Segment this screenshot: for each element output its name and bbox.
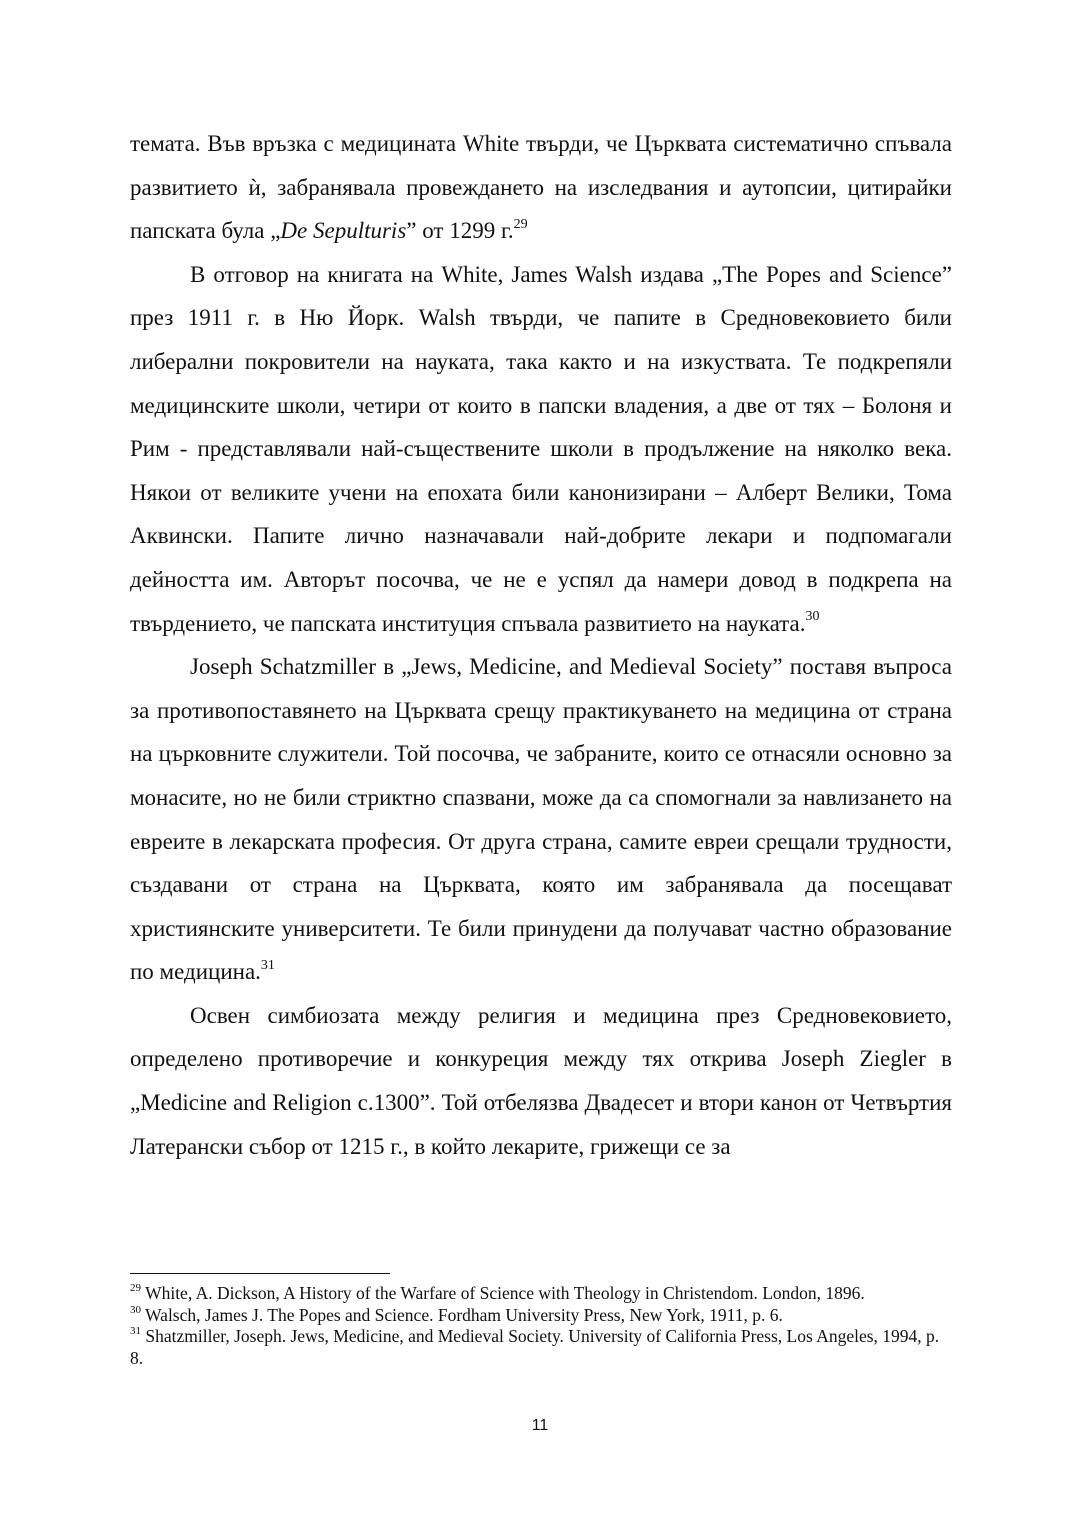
footnote-31: [130, 1326, 952, 1369]
paragraph-3-text: Joseph Schatzmiller в „Jews, Medicine, and Medieval Society” поставя въпроса за противопоставянето на Църквата срещу практикуването на медицина от страна на църковните служители. Той посочва, че забраните, които се отнасяли основно за монасите, но не били стриктно спазвани, може да са спомогнали за навлизането на евреите в лекарската професия. От друга страна, самите евреи срещали трудности, създавани от страна на Църквата, която им забранявала да посещават християнските университети. Те били принудени да получават частно образование по медицина.: [130, 654, 952, 985]
footnote-number: 31: [130, 1325, 141, 1338]
paragraph-4: [130, 994, 952, 1168]
body-text: [130, 122, 952, 1168]
footnote-ref-29[interactable]: 29: [513, 216, 528, 232]
footnote-ref-31[interactable]: 31: [260, 957, 275, 973]
paragraph-2: [130, 253, 952, 645]
paragraph-4-text: Освен симбиозата между религия и медицина през Средновековието, определено противоречие и конкуреция между тях открива Joseph Ziegler в „Medicine and Religion c.1300”. Той отбелязва Двадесет и втори канон от Четвъртия Латерански събор от 1215 г., в който лекарите, грижещи се за: [130, 1002, 952, 1159]
paragraph-1-text: темата. Във връзка с медицината White твърди, че Църквата систематично спъвала развитието ѝ, забранявала провеждането на изследвания и аутопсии, цитирайки папската була „: [130, 131, 952, 244]
footnote-text: Shatzmiller, Joseph. Jews, Medicine, and Medieval Society. University of California Press, Los Angeles, 1994, p. 8.: [130, 1326, 940, 1368]
paragraph-1-italic-title: De Sepulturis: [280, 218, 407, 244]
footnotes: [130, 1283, 952, 1369]
paragraph-1: [130, 122, 952, 253]
footnote-separator: [130, 1273, 390, 1274]
paragraph-2-text: В отговор на книгата на White, James Walsh издава „The Popes and Science” през 1911 г. в Ню Йорк. Walsh твърди, че папите в Средновековието били либерални покровители на науката, така както и на изкуствата. Те подкрепяли медицинските школи, четири от които в папски владения, а две от тях – Болоня и Рим - представлявали най-съществените школи в продължение на няколко века. Някои от великите учени на епохата били канонизирани – Алберт Велики, Тома Аквински. Папите лично назначавали най-добрите лекари и подпомагали дейността им. Авторът посочва, че не е успял да намери довод в подкрепа на твърдението, че папската институция спъвала развитието на науката.: [130, 261, 952, 636]
paragraph-1-text-after: ” от 1299 г.: [406, 218, 514, 244]
paragraph-3: [130, 645, 952, 994]
footnote-text: White, A. Dickson, A History of the Warfare of Science with Theology in Christendom. London, 1896.: [145, 1283, 865, 1303]
footnote-number: 29: [130, 1282, 141, 1295]
footnote-30: [130, 1305, 952, 1327]
footnote-ref-30[interactable]: 30: [805, 608, 820, 624]
footnote-text: Walsch, James J. The Popes and Science. Fordham University Press, New York, 1911, p. 6.: [145, 1304, 783, 1325]
page-number: 11: [531, 1417, 549, 1434]
footnote-number: 30: [130, 1303, 141, 1316]
footnote-29: [130, 1283, 952, 1305]
